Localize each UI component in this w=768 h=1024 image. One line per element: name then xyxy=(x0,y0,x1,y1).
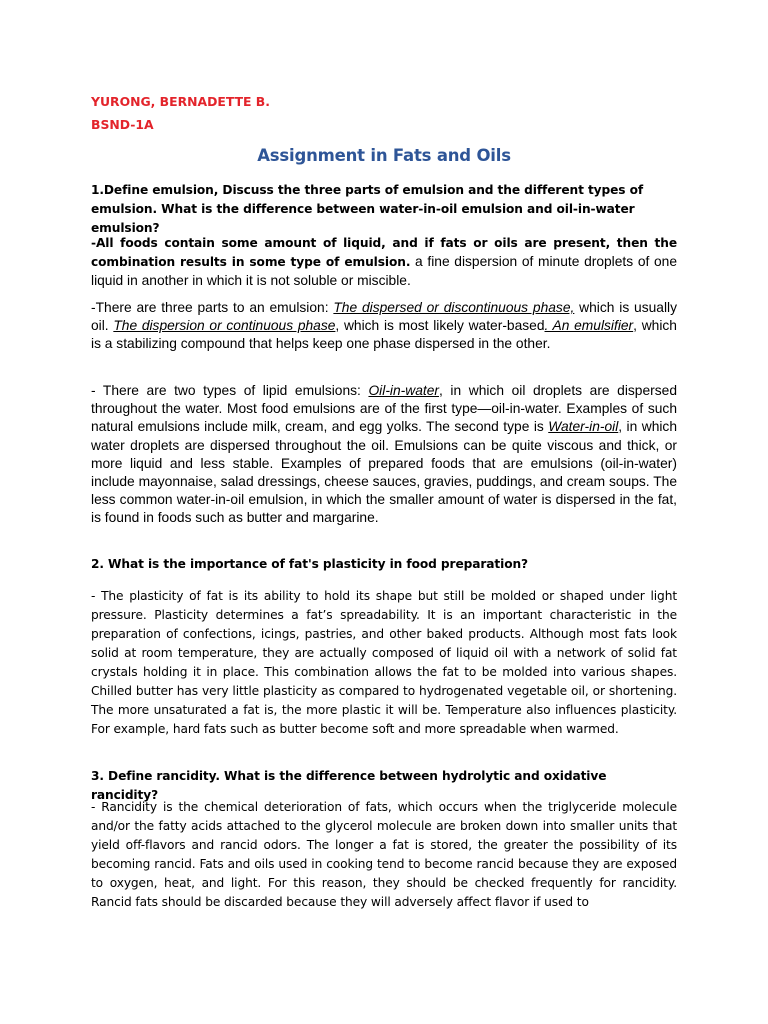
student-section: BSND-1A xyxy=(91,117,154,132)
answer-1-paragraph-3 xyxy=(91,382,677,528)
term-water-in-oil: Water-in-oil xyxy=(548,419,619,435)
term-dispersed-phase: The dispersed or discontinuous phase, xyxy=(333,300,575,315)
answer-1-text: a fine dispersion of minute droplets of one liquid in another in which it is not soluble or miscible. xyxy=(91,254,678,288)
page-title: Assignment in Fats and Oils xyxy=(257,146,511,165)
text-span: , in which oil droplets are dispersed throughout the water. Most food emulsions are of the first type—oil-in-water. Examples of such natural emulsions include milk, cream, and egg yolks. The second type is xyxy=(91,383,677,435)
text-span: , which is a stabilizing compound that helps keep one phase dispersed in the other. xyxy=(91,318,677,352)
answer-3: - Rancidity is the chemical deterioration of fats, which occurs when the triglyceride molecule and/or the fatty acids attached to the glycerol molecule are broken down into smaller units that yield off-flavors and rancid odors. The longer a fat is stored, the greater the possibility of its becoming rancid. Fats and oils used in cooking tend to become rancid because they are exposed to oxygen, heat, and light. For this reason, they should be checked frequently for rancidity. Rancid fats should be discarded because they will adversely affect flavor if used to xyxy=(91,800,677,909)
answer-1-paragraph-2 xyxy=(91,299,677,354)
answer-1-paragraph-1 xyxy=(91,234,677,290)
question-1: 1.Define emulsion, Discuss the three parts of emulsion and the different types of emulsion. What is the difference between water-in-oil emulsion and oil-in-water emulsion? xyxy=(91,183,644,235)
question-2: 2. What is the importance of fat's plasticity in food preparation? xyxy=(91,557,529,571)
text-span: , which is most likely water-based xyxy=(335,318,545,334)
answer-2: - The plasticity of fat is its ability to hold its shape but still be molded or shaped under light pressure. Plasticity determines a fat’s spreadability. It is an important characteristic in the preparation of confections, icings, pastries, and other baked products. Although most fats look solid at room temperature, they are actually composed of liquid oil with a network of solid fat crystals holding it in place. This combination allows the fat to be molded into various shapes. Chilled butter has very little plasticity as compared to hydrogenated vegetable oil, or shortening. The more unsaturated a fat is, the more plastic it will be. Temperature also influences plasticity. For example, hard fats such as butter become soft and more spreadable when warmed. xyxy=(91,589,677,736)
answer-1-bold-text: -All foods contain some amount of liquid, and if fats or oils are present, then the combination results in some type of emulsion. xyxy=(91,236,677,269)
student-name: YURONG, BERNADETTE B. xyxy=(91,94,270,109)
text-span: - There are two types of lipid emulsions: xyxy=(91,383,369,398)
question-3: 3. Define rancidity. What is the difference between hydrolytic and oxidative rancidity? xyxy=(91,769,607,802)
text-span: which is usually oil. xyxy=(91,300,678,334)
term-oil-in-water: Oil-in-water xyxy=(368,383,439,398)
term-emulsifier: . An emulsifier xyxy=(544,318,634,334)
term-continuous-phase: The dispersion or continuous phase xyxy=(113,318,336,334)
text-span: , in which water droplets are dispersed throughout the oil. Emulsions can be quite viscous and thick, or more liquid and less stable. Examples of prepared foods that are emulsions (oil-in-water) include mayonnaise, salad dressings, cheese sauces, gravies, puddings, and cream soups. The less common water-in-oil emulsion, in which the smaller amount of water is dispersed in the fat, is found in foods such as butter and margarine. xyxy=(91,419,677,526)
text-span: -There are three parts to an emulsion: xyxy=(91,300,334,315)
